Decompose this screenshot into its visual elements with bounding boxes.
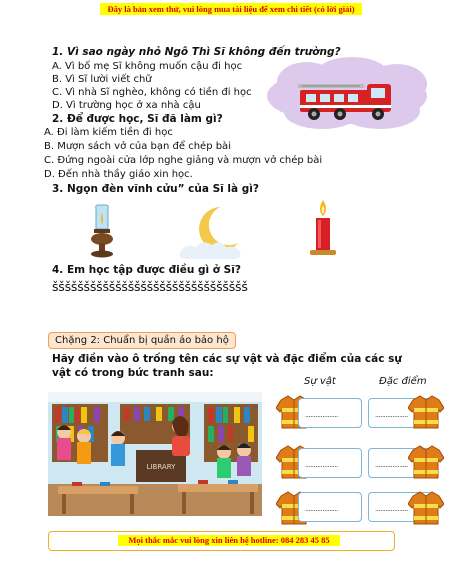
- oil-lamp-icon: [84, 203, 120, 259]
- column-header-features: Đặc điểm: [379, 376, 427, 387]
- answer-line[interactable]: ššššššššššššššššššššššššššššššš: [52, 279, 248, 294]
- q1-option-b: B. Vì Sĩ lười viết chữ: [52, 74, 152, 85]
- answer-box-thing-1[interactable]: [298, 398, 362, 428]
- question-2: 2. Để được học, Sĩ đã làm gì?: [52, 113, 223, 125]
- task-line-2: vật có trong bức tranh sau:: [52, 367, 214, 379]
- answer-blank: ...................: [375, 505, 408, 513]
- question-3: 3. Ngọn đèn vĩnh cửu” của Sĩ là gì?: [52, 183, 259, 195]
- column-header-things: Sự vật: [304, 376, 336, 387]
- q2-option-b: B. Mượn sách vở của bạn để chép bài: [44, 141, 231, 152]
- answer-box-thing-2[interactable]: [298, 448, 362, 478]
- chapter-label: Chặng 2: Chuẩn bị quần áo bảo hộ: [48, 332, 236, 349]
- firefighter-jacket-icon: [408, 444, 444, 480]
- crescent-moon-icon: [176, 203, 250, 261]
- candle-icon: [308, 198, 338, 258]
- library-illustration: [48, 392, 262, 516]
- answer-blank: ...................: [375, 461, 408, 469]
- preview-banner: Đây là bản xem thử, vui lòng mua tài liệu để xem chi tiết (có lời giải): [100, 3, 362, 15]
- q1-option-a: A. Vì bố mẹ Sĩ không muốn cậu đi học: [52, 61, 243, 72]
- answer-blank: ...................: [305, 505, 338, 513]
- answer-box-thing-3[interactable]: [298, 492, 362, 522]
- answer-blank: ...................: [305, 461, 338, 469]
- task-line-1: Hãy điền vào ô trống tên các sự vật và đặc điểm của các sự: [52, 353, 402, 365]
- answer-blank: ...................: [375, 411, 408, 419]
- q1-option-c: C. Vì nhà Sĩ nghèo, không có tiền đi học: [52, 87, 252, 98]
- q1-option-d: D. Vì trường học ở xa nhà cậu: [52, 100, 201, 111]
- fire-truck-icon: [262, 56, 432, 132]
- q2-option-d: D. Đến nhà thầy giáo xin học.: [44, 169, 193, 180]
- question-4: 4. Em học tập được điều gì ở Sĩ?: [52, 264, 241, 276]
- answer-blank: ...................: [305, 411, 338, 419]
- q2-option-c: C. Đứng ngoài cửa lớp nghe giảng và mượn vở chép bài: [44, 155, 323, 166]
- q2-option-a: A. Đi làm kiếm tiền đi học: [44, 127, 173, 138]
- firefighter-jacket-icon: [408, 490, 444, 526]
- footer-hotline: Mọi thắc mắc vui lòng xin liên hệ hotline: 084 283 45 85: [118, 535, 340, 546]
- library-sign: LIBRARY: [146, 463, 176, 471]
- firefighter-jacket-icon: [408, 394, 444, 430]
- question-1: 1. Vì sao ngày nhỏ Ngô Thì Sĩ không đến trường?: [52, 46, 341, 58]
